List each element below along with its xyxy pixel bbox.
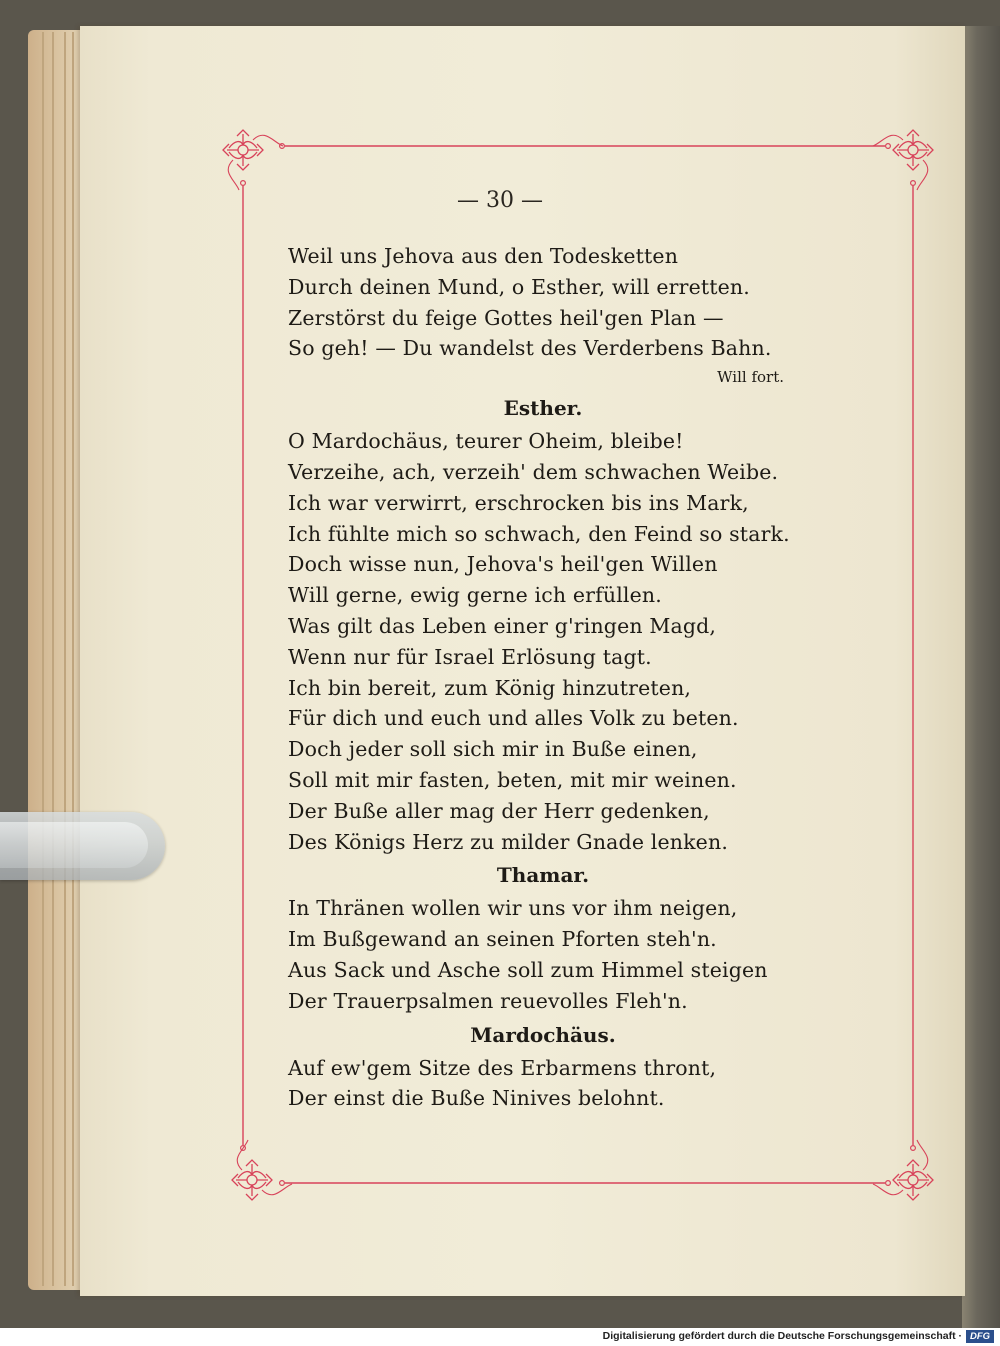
scan-right-margin bbox=[962, 26, 1000, 1328]
verse-line: Will gerne, ewig gerne ich erfüllen. bbox=[288, 583, 662, 608]
verse-line: Ich war verwirrt, erschrocken bis ins Mark, bbox=[288, 490, 749, 515]
verse-line: Ich fühlte mich so schwach, den Feind so stark. bbox=[288, 521, 790, 546]
verse-line: Der Buße aller mag der Herr gedenken, bbox=[288, 798, 710, 823]
page-edge-line bbox=[42, 32, 44, 1286]
verse-line: Wenn nur für Israel Erlösung tagt. bbox=[288, 644, 652, 669]
verse-line: Ich bin bereit, zum König hinzutreten, bbox=[288, 675, 692, 700]
verse-line: In Thränen wollen wir uns vor ihm neigen, bbox=[288, 896, 738, 921]
verse-line: Verzeihe, ach, verzeih' dem schwachen Weibe. bbox=[288, 459, 779, 484]
verse-line: Für dich und euch und alles Volk zu beten. bbox=[288, 706, 739, 731]
verse-line: Im Bußgewand an seinen Pforten steh'n. bbox=[288, 927, 717, 952]
plastic-page-clip bbox=[0, 812, 165, 880]
digitization-credit: Digitalisierung gefördert durch die Deutsche Forschungsgemeinschaft · bbox=[602, 1330, 962, 1342]
verse-line: Des Königs Herz zu milder Gnade lenken. bbox=[288, 829, 728, 854]
verse-line: Aus Sack und Asche soll zum Himmel steigen bbox=[288, 957, 768, 982]
verse-line: Weil uns Jehova aus den Todesketten bbox=[288, 244, 679, 268]
speaker-name: Esther. bbox=[503, 396, 583, 421]
dfg-logo-icon: DFG bbox=[966, 1330, 994, 1343]
verse-line: Der einst die Buße Ninives belohnt. bbox=[288, 1086, 665, 1111]
page-edge-line bbox=[64, 32, 66, 1286]
verse-line: Soll mit mir fasten, beten, mit mir weinen. bbox=[288, 767, 737, 792]
speaker-name: Mardochäus. bbox=[470, 1022, 616, 1047]
speaker-name: Thamar. bbox=[496, 863, 590, 888]
clip-highlight bbox=[0, 822, 148, 868]
verse-line: So geh! — Du wandelst des Verderbens Bahn. bbox=[288, 336, 772, 361]
verse-line: Auf ew'gem Sitze des Erbarmens thront, bbox=[288, 1055, 717, 1080]
verse-line: Was gilt das Leben einer g'ringen Magd, bbox=[288, 613, 717, 638]
verse-text-block bbox=[288, 241, 808, 1114]
stage-direction: Will fort. bbox=[717, 368, 784, 387]
page-number: — 30 — bbox=[457, 188, 543, 213]
verse-line: O Mardochäus, teurer Oheim, bleibe! bbox=[288, 429, 684, 454]
page-edge-line bbox=[52, 32, 54, 1286]
verse-line: Zerstörst du feige Gottes heil'gen Plan — bbox=[288, 305, 724, 330]
verse-line: Der Trauerpsalmen reuevolles Fleh'n. bbox=[288, 988, 688, 1013]
verse-line: Doch wisse nun, Jehova's heil'gen Willen bbox=[288, 552, 718, 577]
verse-line: Doch jeder soll sich mir in Buße einen, bbox=[288, 737, 698, 762]
verse-line: Durch deinen Mund, o Esther, will erretten. bbox=[288, 274, 750, 299]
page-edge-line bbox=[72, 32, 74, 1286]
